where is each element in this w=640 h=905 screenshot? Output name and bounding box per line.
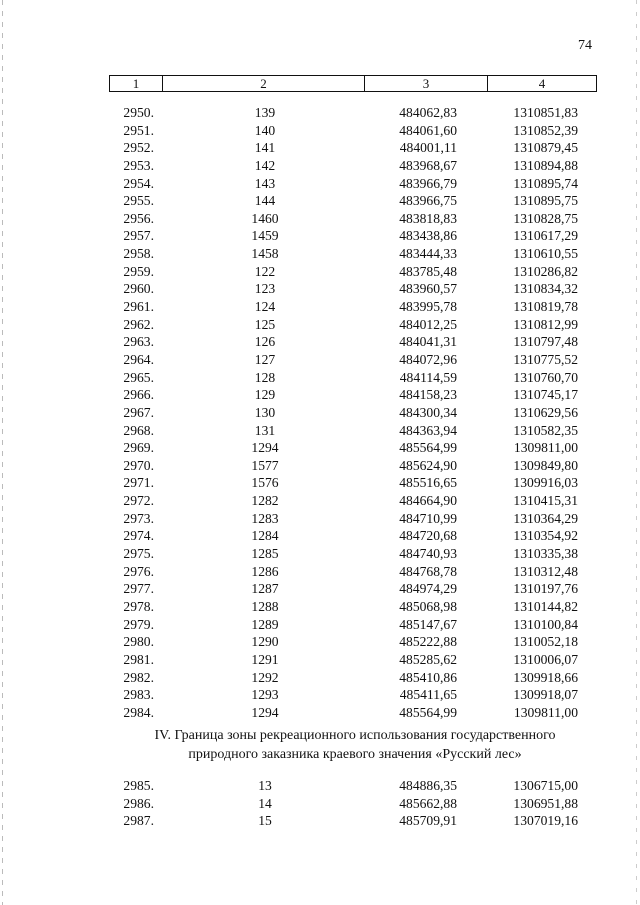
table-row	[0, 686, 640, 704]
coordinate-x: 484062,83	[399, 105, 457, 120]
coordinate-x: 485624,90	[399, 457, 457, 473]
point-id: 1289	[251, 616, 279, 632]
coordinates-table-section-iv	[0, 777, 640, 830]
point-number: 2959.	[123, 263, 154, 279]
coordinate-y: 1306951,88	[513, 795, 578, 811]
coordinate-x: 483785,48	[399, 263, 457, 279]
point-number: 2976.	[123, 563, 154, 579]
coordinate-y: 1310812,99	[513, 316, 578, 332]
coordinate-x: 483968,67	[399, 157, 457, 173]
point-number: 2986.	[123, 795, 154, 811]
point-number: 2981.	[123, 651, 154, 667]
section-title-line-2: природного заказника краевого значения «Русский лес»	[188, 747, 522, 762]
point-id: 13	[258, 778, 272, 793]
point-id: 123	[254, 281, 276, 297]
point-number: 2980.	[123, 634, 154, 650]
point-id: 129	[254, 387, 276, 403]
coordinate-x: 484061,60	[399, 122, 457, 138]
coordinate-x: 484664,90	[399, 493, 457, 509]
point-number: 2975.	[123, 546, 154, 562]
point-number: 2952.	[123, 140, 154, 156]
coordinate-x: 485068,98	[399, 598, 457, 614]
coordinate-y: 1310852,39	[513, 122, 578, 138]
table-row	[0, 616, 640, 634]
coordinate-y: 1310879,45	[513, 140, 578, 156]
table-row	[0, 333, 640, 351]
section-title-line-1: IV. Граница зоны рекреационного использования государственного	[154, 728, 556, 743]
coordinate-y: 1307019,16	[513, 813, 578, 829]
coordinate-x: 484072,96	[399, 351, 457, 367]
coordinate-x: 484114,59	[399, 369, 457, 385]
coordinate-y: 1310894,88	[513, 157, 578, 173]
point-id: 1460	[251, 210, 279, 226]
table-row	[0, 651, 640, 669]
coordinate-x: 483444,33	[399, 246, 457, 262]
point-number: 2964.	[123, 351, 154, 367]
coordinate-y: 1310286,82	[513, 263, 578, 279]
coordinate-x: 484001,11	[399, 140, 457, 156]
table-row	[0, 351, 640, 369]
point-id: 1576	[251, 475, 279, 491]
coordinate-x: 485516,65	[399, 475, 457, 491]
coordinate-x: 484158,23	[399, 387, 457, 403]
coordinate-y: 1310610,55	[513, 246, 578, 262]
table-row	[0, 633, 640, 651]
point-number: 2951.	[123, 122, 154, 138]
coordinate-y: 1310052,18	[513, 634, 578, 650]
coordinate-x: 484012,25	[399, 316, 457, 332]
table-row	[0, 795, 640, 813]
point-id: 126	[254, 334, 276, 350]
coordinate-y: 1309811,00	[513, 440, 578, 456]
point-id: 122	[254, 263, 276, 279]
point-number: 2954.	[123, 175, 154, 191]
table-row	[0, 474, 640, 492]
point-id: 1286	[251, 563, 279, 579]
coordinate-x: 485410,86	[399, 669, 457, 685]
point-number: 2979.	[123, 616, 154, 632]
table-row	[0, 210, 640, 228]
point-id: 125	[254, 316, 276, 332]
point-number: 2973.	[123, 510, 154, 526]
point-number: 2968.	[123, 422, 154, 438]
coordinate-y: 1310834,32	[513, 281, 578, 297]
coordinate-y: 1310415,31	[513, 493, 578, 509]
table-row	[0, 563, 640, 581]
table-row	[0, 598, 640, 616]
coordinate-y: 1310760,70	[513, 369, 578, 385]
point-number: 2974.	[123, 528, 154, 544]
point-id: 1290	[251, 634, 279, 650]
coordinate-y: 1310851,83	[513, 105, 578, 120]
point-number: 2984.	[123, 704, 154, 720]
coordinate-y: 1310144,82	[513, 598, 578, 614]
coordinate-x: 485564,99	[399, 704, 457, 720]
column-header-4: 4	[538, 76, 546, 91]
point-number: 2987.	[123, 813, 154, 829]
coordinate-y: 1309811,00	[513, 704, 578, 720]
coordinate-x: 485662,88	[399, 795, 457, 811]
point-number: 2953.	[123, 157, 154, 173]
coordinate-x: 483995,78	[399, 299, 457, 315]
point-number: 2956.	[123, 210, 154, 226]
point-id: 1285	[251, 546, 279, 562]
point-number: 2970.	[123, 457, 154, 473]
column-header-2: 2	[163, 76, 365, 91]
coordinate-y: 1310819,78	[513, 299, 578, 315]
column-header-3: 3	[365, 76, 488, 91]
point-id: 1287	[251, 581, 279, 597]
table-row	[0, 669, 640, 687]
coordinate-y: 1310354,92	[513, 528, 578, 544]
coordinate-y: 1309918,07	[513, 687, 578, 703]
table-row	[0, 122, 640, 140]
point-id: 140	[254, 122, 276, 138]
table-row	[0, 175, 640, 193]
point-id: 1459	[251, 228, 279, 244]
coordinate-x: 485147,67	[399, 616, 457, 632]
coordinate-x: 483960,57	[399, 281, 457, 297]
table-row	[0, 263, 640, 281]
table-row	[0, 404, 640, 422]
point-number: 2955.	[123, 193, 154, 209]
coordinate-x: 483966,75	[399, 193, 457, 209]
point-id: 14	[258, 795, 272, 811]
point-id: 1293	[251, 687, 279, 703]
point-number: 2977.	[123, 581, 154, 597]
coordinate-y: 1310617,29	[513, 228, 578, 244]
coordinate-x: 484041,31	[399, 334, 457, 350]
table-row	[0, 298, 640, 316]
point-id: 139	[254, 105, 276, 120]
table-row	[0, 369, 640, 387]
table-column-header	[109, 75, 597, 92]
point-id: 130	[254, 404, 276, 420]
point-number: 2982.	[123, 669, 154, 685]
coordinate-y: 1309849,80	[513, 457, 578, 473]
table-row	[0, 527, 640, 545]
table-row	[0, 457, 640, 475]
coordinate-x: 485285,62	[399, 651, 457, 667]
point-number: 2963.	[123, 334, 154, 350]
point-id: 1284	[251, 528, 279, 544]
point-id: 124	[254, 299, 276, 315]
table-row	[0, 386, 640, 404]
coordinate-y: 1310335,38	[513, 546, 578, 562]
point-id: 1577	[251, 457, 279, 473]
point-number: 2978.	[123, 598, 154, 614]
coordinate-y: 1306715,00	[513, 778, 578, 793]
coordinate-y: 1310828,75	[513, 210, 578, 226]
table-row	[0, 422, 640, 440]
table-row	[0, 812, 640, 830]
table-row	[0, 492, 640, 510]
section-title	[120, 726, 590, 764]
table-row	[0, 580, 640, 598]
point-id: 1292	[251, 669, 279, 685]
point-id: 131	[254, 422, 276, 438]
point-number: 2969.	[123, 440, 154, 456]
point-number: 2961.	[123, 299, 154, 315]
coordinate-y: 1310197,76	[513, 581, 578, 597]
point-number: 2971.	[123, 475, 154, 491]
coordinate-y: 1310629,56	[513, 404, 578, 420]
coordinate-x: 485709,91	[399, 813, 457, 829]
coordinates-table	[0, 104, 640, 721]
point-number: 2950.	[123, 105, 154, 120]
point-id: 1458	[251, 246, 279, 262]
table-row	[0, 104, 640, 122]
coordinate-x: 483818,83	[399, 210, 457, 226]
page-number: 74	[578, 38, 592, 53]
point-number: 2972.	[123, 493, 154, 509]
coordinate-x: 483966,79	[399, 175, 457, 191]
coordinate-x: 485411,65	[399, 687, 457, 703]
table-row	[0, 192, 640, 210]
table-row	[0, 545, 640, 563]
point-number: 2958.	[123, 246, 154, 262]
coordinate-y: 1310006,07	[513, 651, 578, 667]
point-id: 15	[258, 813, 272, 829]
coordinate-y: 1309918,66	[513, 669, 578, 685]
point-id: 143	[254, 175, 276, 191]
point-id: 144	[254, 193, 276, 209]
table-row	[0, 510, 640, 528]
coordinate-x: 484886,35	[399, 778, 457, 793]
point-id: 1294	[251, 704, 279, 720]
point-number: 2962.	[123, 316, 154, 332]
coordinate-x: 484974,29	[399, 581, 457, 597]
coordinate-y: 1309916,03	[513, 475, 578, 491]
coordinate-x: 484768,78	[399, 563, 457, 579]
coordinate-x: 484363,94	[399, 422, 457, 438]
coordinate-y: 1310895,74	[513, 175, 578, 191]
coordinate-x: 484720,68	[399, 528, 457, 544]
coordinate-y: 1310895,75	[513, 193, 578, 209]
coordinate-y: 1310775,52	[513, 351, 578, 367]
point-id: 142	[254, 157, 276, 173]
table-row	[0, 157, 640, 175]
table-row	[0, 704, 640, 722]
column-header-1: 1	[110, 76, 163, 91]
point-id: 128	[254, 369, 276, 385]
point-number: 2983.	[123, 687, 154, 703]
coordinate-x: 483438,86	[399, 228, 457, 244]
table-row	[0, 139, 640, 157]
point-id: 1294	[251, 440, 279, 456]
point-number: 2966.	[123, 387, 154, 403]
coordinate-x: 484740,93	[399, 546, 457, 562]
coordinate-x: 484300,34	[399, 404, 457, 420]
table-row	[0, 227, 640, 245]
point-id: 1283	[251, 510, 279, 526]
point-number: 2960.	[123, 281, 154, 297]
coordinate-y: 1310312,48	[513, 563, 578, 579]
coordinate-x: 484710,99	[399, 510, 457, 526]
point-id: 1282	[251, 493, 279, 509]
coordinate-y: 1310582,35	[513, 422, 578, 438]
coordinate-y: 1310745,17	[513, 387, 578, 403]
table-row	[0, 777, 640, 795]
table-row	[0, 316, 640, 334]
coordinate-y: 1310364,29	[513, 510, 578, 526]
coordinate-x: 485564,99	[399, 440, 457, 456]
point-number: 2985.	[123, 778, 154, 793]
point-id: 141	[254, 140, 276, 156]
point-number: 2965.	[123, 369, 154, 385]
point-id: 1291	[251, 651, 279, 667]
point-id: 1288	[251, 598, 279, 614]
point-id: 127	[254, 351, 276, 367]
point-number: 2967.	[123, 404, 154, 420]
table-row	[0, 439, 640, 457]
table-row	[0, 280, 640, 298]
coordinate-x: 485222,88	[399, 634, 457, 650]
coordinate-y: 1310797,48	[513, 334, 578, 350]
table-row	[0, 245, 640, 263]
point-number: 2957.	[123, 228, 154, 244]
coordinate-y: 1310100,84	[513, 616, 578, 632]
